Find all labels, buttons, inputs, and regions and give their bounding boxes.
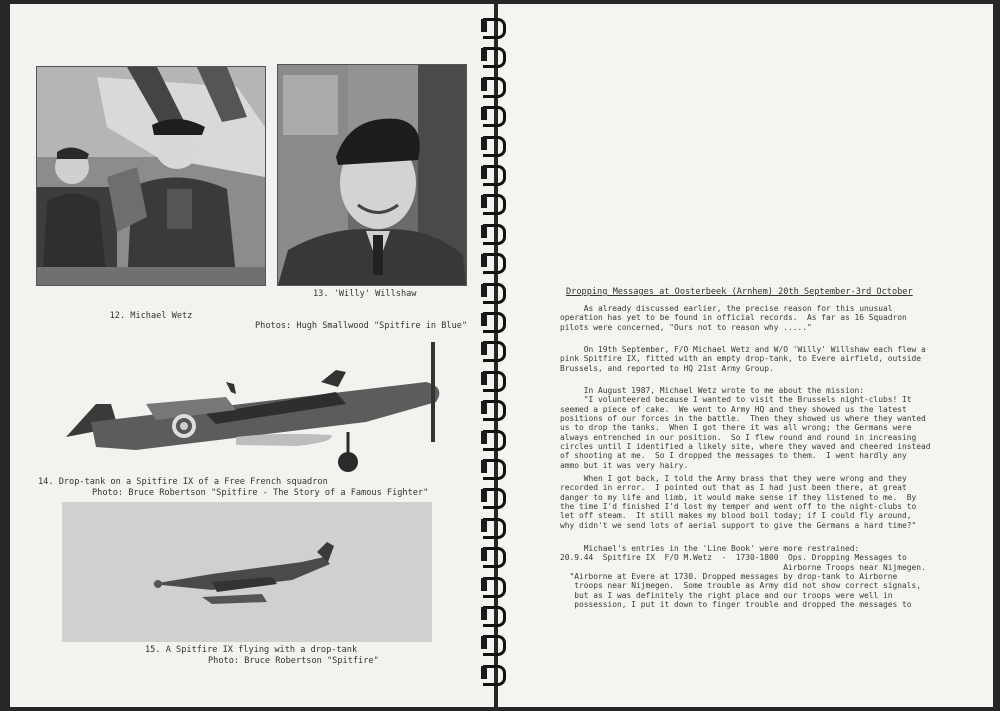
binding-coil [483, 606, 506, 627]
photo-spitfire-flying-drop-tank [62, 502, 432, 642]
binding-coil [483, 430, 506, 451]
binding-coil [483, 106, 506, 127]
text-line: possession, I put it down to finger trouble and dropped the messages to [560, 600, 912, 610]
text-line: pilots were concerned, "Ours not to reason why ....." [560, 322, 812, 332]
paragraph-5 [560, 544, 975, 609]
binding-coil [483, 224, 506, 245]
binding-hole [481, 401, 487, 414]
binding-coil [483, 136, 506, 157]
caption-photo-13: 13. 'Willy' Willshaw [313, 289, 417, 299]
binding-coil [483, 341, 506, 362]
text-line: troops near Nijmegen. Some trouble as Army did not show correct signals, [560, 581, 922, 591]
binding-coil [483, 400, 506, 421]
text-line: 20.9.44 Spitfire IX F/O M.Wetz - 1730-1800 Ops. Dropping Messages to [560, 553, 907, 563]
text-line: of shooting at me. So I dropped the messages to them. I went hardly any [560, 451, 907, 461]
photo-credit-14: Photo: Bruce Robertson "Spitfire - The Story of a Famous Fighter" [92, 488, 429, 498]
text-line: let off steam. It still makes my blood boil today; if I could fly around, [560, 511, 912, 521]
text-line: positions of our forces in the battle. Then they showed us where they wanted [560, 414, 926, 424]
binding-hole [481, 578, 487, 591]
binding-hole [481, 519, 487, 532]
binding-coil [483, 635, 506, 656]
text-line: ammo but it was very hairy. [560, 460, 689, 470]
binding-hole [481, 78, 487, 91]
binding-coil [483, 577, 506, 598]
binding-coil [483, 371, 506, 392]
text-line: Airborne Troops near Nijmegen. [560, 562, 926, 572]
text-line: seemed a piece of cake. We went to Army HQ and they showed us the latest [560, 404, 907, 414]
paragraph-2 [560, 345, 975, 373]
binding-coil [483, 194, 506, 215]
left-page [10, 4, 494, 707]
binding-coil [483, 459, 506, 480]
binding-hole [481, 137, 487, 150]
binding-hole [481, 48, 487, 61]
text-line: On 19th September, F/O Michael Wetz and W/O 'Willy' Willshaw each flew a [560, 345, 926, 354]
text-line: Michael's entries in the 'Line Book' were more restrained: [560, 544, 860, 553]
photo-credit-15: Photo: Bruce Robertson "Spitfire" [208, 656, 379, 666]
binding-coil [483, 665, 506, 686]
binding-hole [481, 313, 487, 326]
text-line: but as I was definitely the right place and our troops were well in [560, 590, 893, 600]
binding-coil [483, 253, 506, 274]
binding-coil [483, 77, 506, 98]
photo-willy-willshaw [277, 64, 467, 286]
binding-coil [483, 47, 506, 68]
binding-hole [481, 489, 487, 502]
photo-credit-12-13: Photos: Hugh Smallwood "Spitfire in Blue" [255, 321, 468, 331]
paragraph-3 [560, 386, 975, 470]
text-line: pink Spitfire IX, fitted with an empty drop-tank, to Evere airfield, outside [560, 354, 922, 364]
text-line: us to drop the tanks. When I got there it was all wrong; the Germans were [560, 423, 912, 433]
binding-coil [483, 18, 506, 39]
text-line: In August 1987, Michael Wetz wrote to me about the mission: [560, 386, 865, 395]
binding-hole [481, 225, 487, 238]
binding-coil [483, 488, 506, 509]
paragraph-4 [560, 474, 975, 530]
binding-coil [483, 312, 506, 333]
binding-hole [481, 254, 487, 267]
text-line: the time I'd finished I'd lost my temper and went off to the night-clubs to [560, 502, 917, 512]
photo-spitfire-drop-tank-free-french [36, 342, 464, 480]
text-line: operation has yet to be found in official records. As far as 16 Squadron [560, 313, 907, 323]
text-line: Brussels, and reported to HQ 21st Army Group. [560, 363, 774, 373]
binding-hole [481, 372, 487, 385]
text-line: recorded in error. I pointed out that as I had just been there, at great [560, 483, 907, 493]
binding-hole [481, 284, 487, 297]
binding-hole [481, 460, 487, 473]
binding-hole [481, 107, 487, 120]
binding-hole [481, 607, 487, 620]
paragraph-1 [560, 304, 975, 332]
text-line: As already discussed earlier, the precise reason for this unusual [560, 304, 893, 313]
text-line: always entrenched in our position. So I flew round and round in increasing [560, 432, 917, 442]
binding-coil [483, 547, 506, 568]
binding-coil [483, 518, 506, 539]
binding-coil [483, 165, 506, 186]
section-heading: Dropping Messages at Oosterbeek (Arnhem) 20th September-3rd October [566, 287, 913, 297]
text-line: "I volunteered because I wanted to visit the Brussels night-clubs! It [560, 395, 912, 405]
caption-photo-15: 15. A Spitfire IX flying with a drop-tank [145, 645, 358, 655]
binding-hole [481, 636, 487, 649]
binding-hole [481, 666, 487, 679]
text-line: "Airborne at Evere at 1730. Dropped messages by drop-tank to Airborne [560, 572, 898, 582]
binding-hole [481, 342, 487, 355]
photo-michael-wetz-with-godfrey [36, 66, 266, 286]
text-line: When I got back, I told the Army brass that they were wrong and they [560, 474, 907, 483]
binding-hole [481, 431, 487, 444]
binding-hole [481, 548, 487, 561]
caption-photo-14: 14. Drop-tank on a Spitfire IX of a Free French squadron [38, 477, 328, 487]
right-page [498, 4, 993, 707]
binding-hole [481, 195, 487, 208]
caption-line: 12. Michael Wetz [109, 310, 193, 321]
spiral-binding [480, 0, 512, 711]
text-line: circles until I identified a likely site, where they waved and cheered instead [560, 442, 931, 452]
binding-hole [481, 166, 487, 179]
text-line: danger to my life and limb, it would make sense if they listened to me. By [560, 492, 917, 502]
binding-hole [481, 19, 487, 32]
binding-coil [483, 283, 506, 304]
text-line: why didn't we send lots of aerial support to give the Germans a hard time?" [560, 520, 917, 530]
